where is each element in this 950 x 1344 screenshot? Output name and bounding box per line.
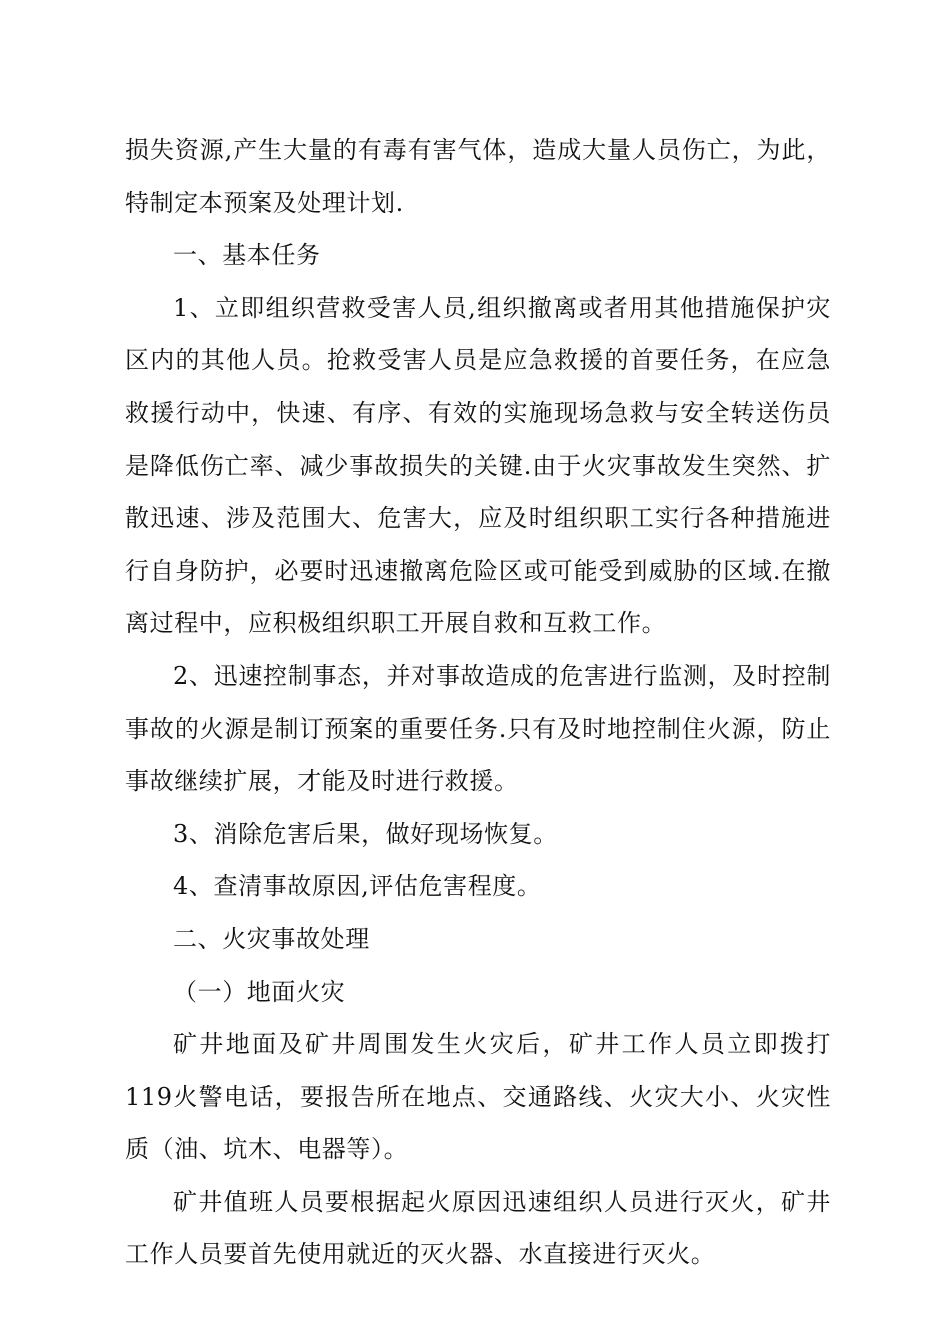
section-heading-fire-handling: 二、火灾事故处理: [173, 924, 370, 953]
paragraph-continuation: 损失资源,产生大量的有毒有害气体，造成大量人员伤亡，为此，特制定本预案及处理计划.: [125, 136, 831, 217]
section-heading-basic-tasks: 一、基本任务: [173, 241, 321, 270]
paragraph-task-4: 4、查清事故原因,评估危害程度。: [173, 872, 542, 901]
document-body: [125, 124, 831, 1281]
paragraph-task-2: 2、迅速控制事态，并对事故造成的危害进行监测，及时控制事故的火源是制订预案的重要任务.只有及时地控制住火源，防止事故继续扩展，才能及时进行救援。: [125, 661, 831, 796]
paragraph-surface-fire-report: 矿井地面及矿井周围发生火灾后，矿井工作人员立即拨打119火警电话，要报告所在地点、交通路线、火灾大小、火灾性质（油、坑木、电器等）。: [125, 1030, 831, 1164]
paragraph-surface-fire-extinguish: 矿井值班人员要根据起火原因迅速组织人员进行灭火，矿井工作人员要首先使用就近的灭火器、水直接进行灭火。: [125, 1187, 831, 1269]
subsection-heading-surface-fire: （一）地面火灾: [173, 977, 346, 1006]
paragraph-task-3: 3、消除危害后果，做好现场恢复。: [173, 819, 558, 848]
paragraph-task-1: 1、立即组织营救受害人员,组织撤离或者用其他措施保护灾区内的其他人员。抢救受害人员是应急救援的首要任务，在应急救援行动中，快速、有序、有效的实施现场急救与安全转送伤员是降低伤亡率、减少事故损失的关键.由于火灾事故发生突然、扩散迅速、涉及范围大、危害大，应及时组织职工实行各种措施进行自身防护，必要时迅速撤离危险区或可能受到威胁的区域.在撤离过程中，应积极组织职工开展自救和互救工作。: [125, 293, 831, 638]
